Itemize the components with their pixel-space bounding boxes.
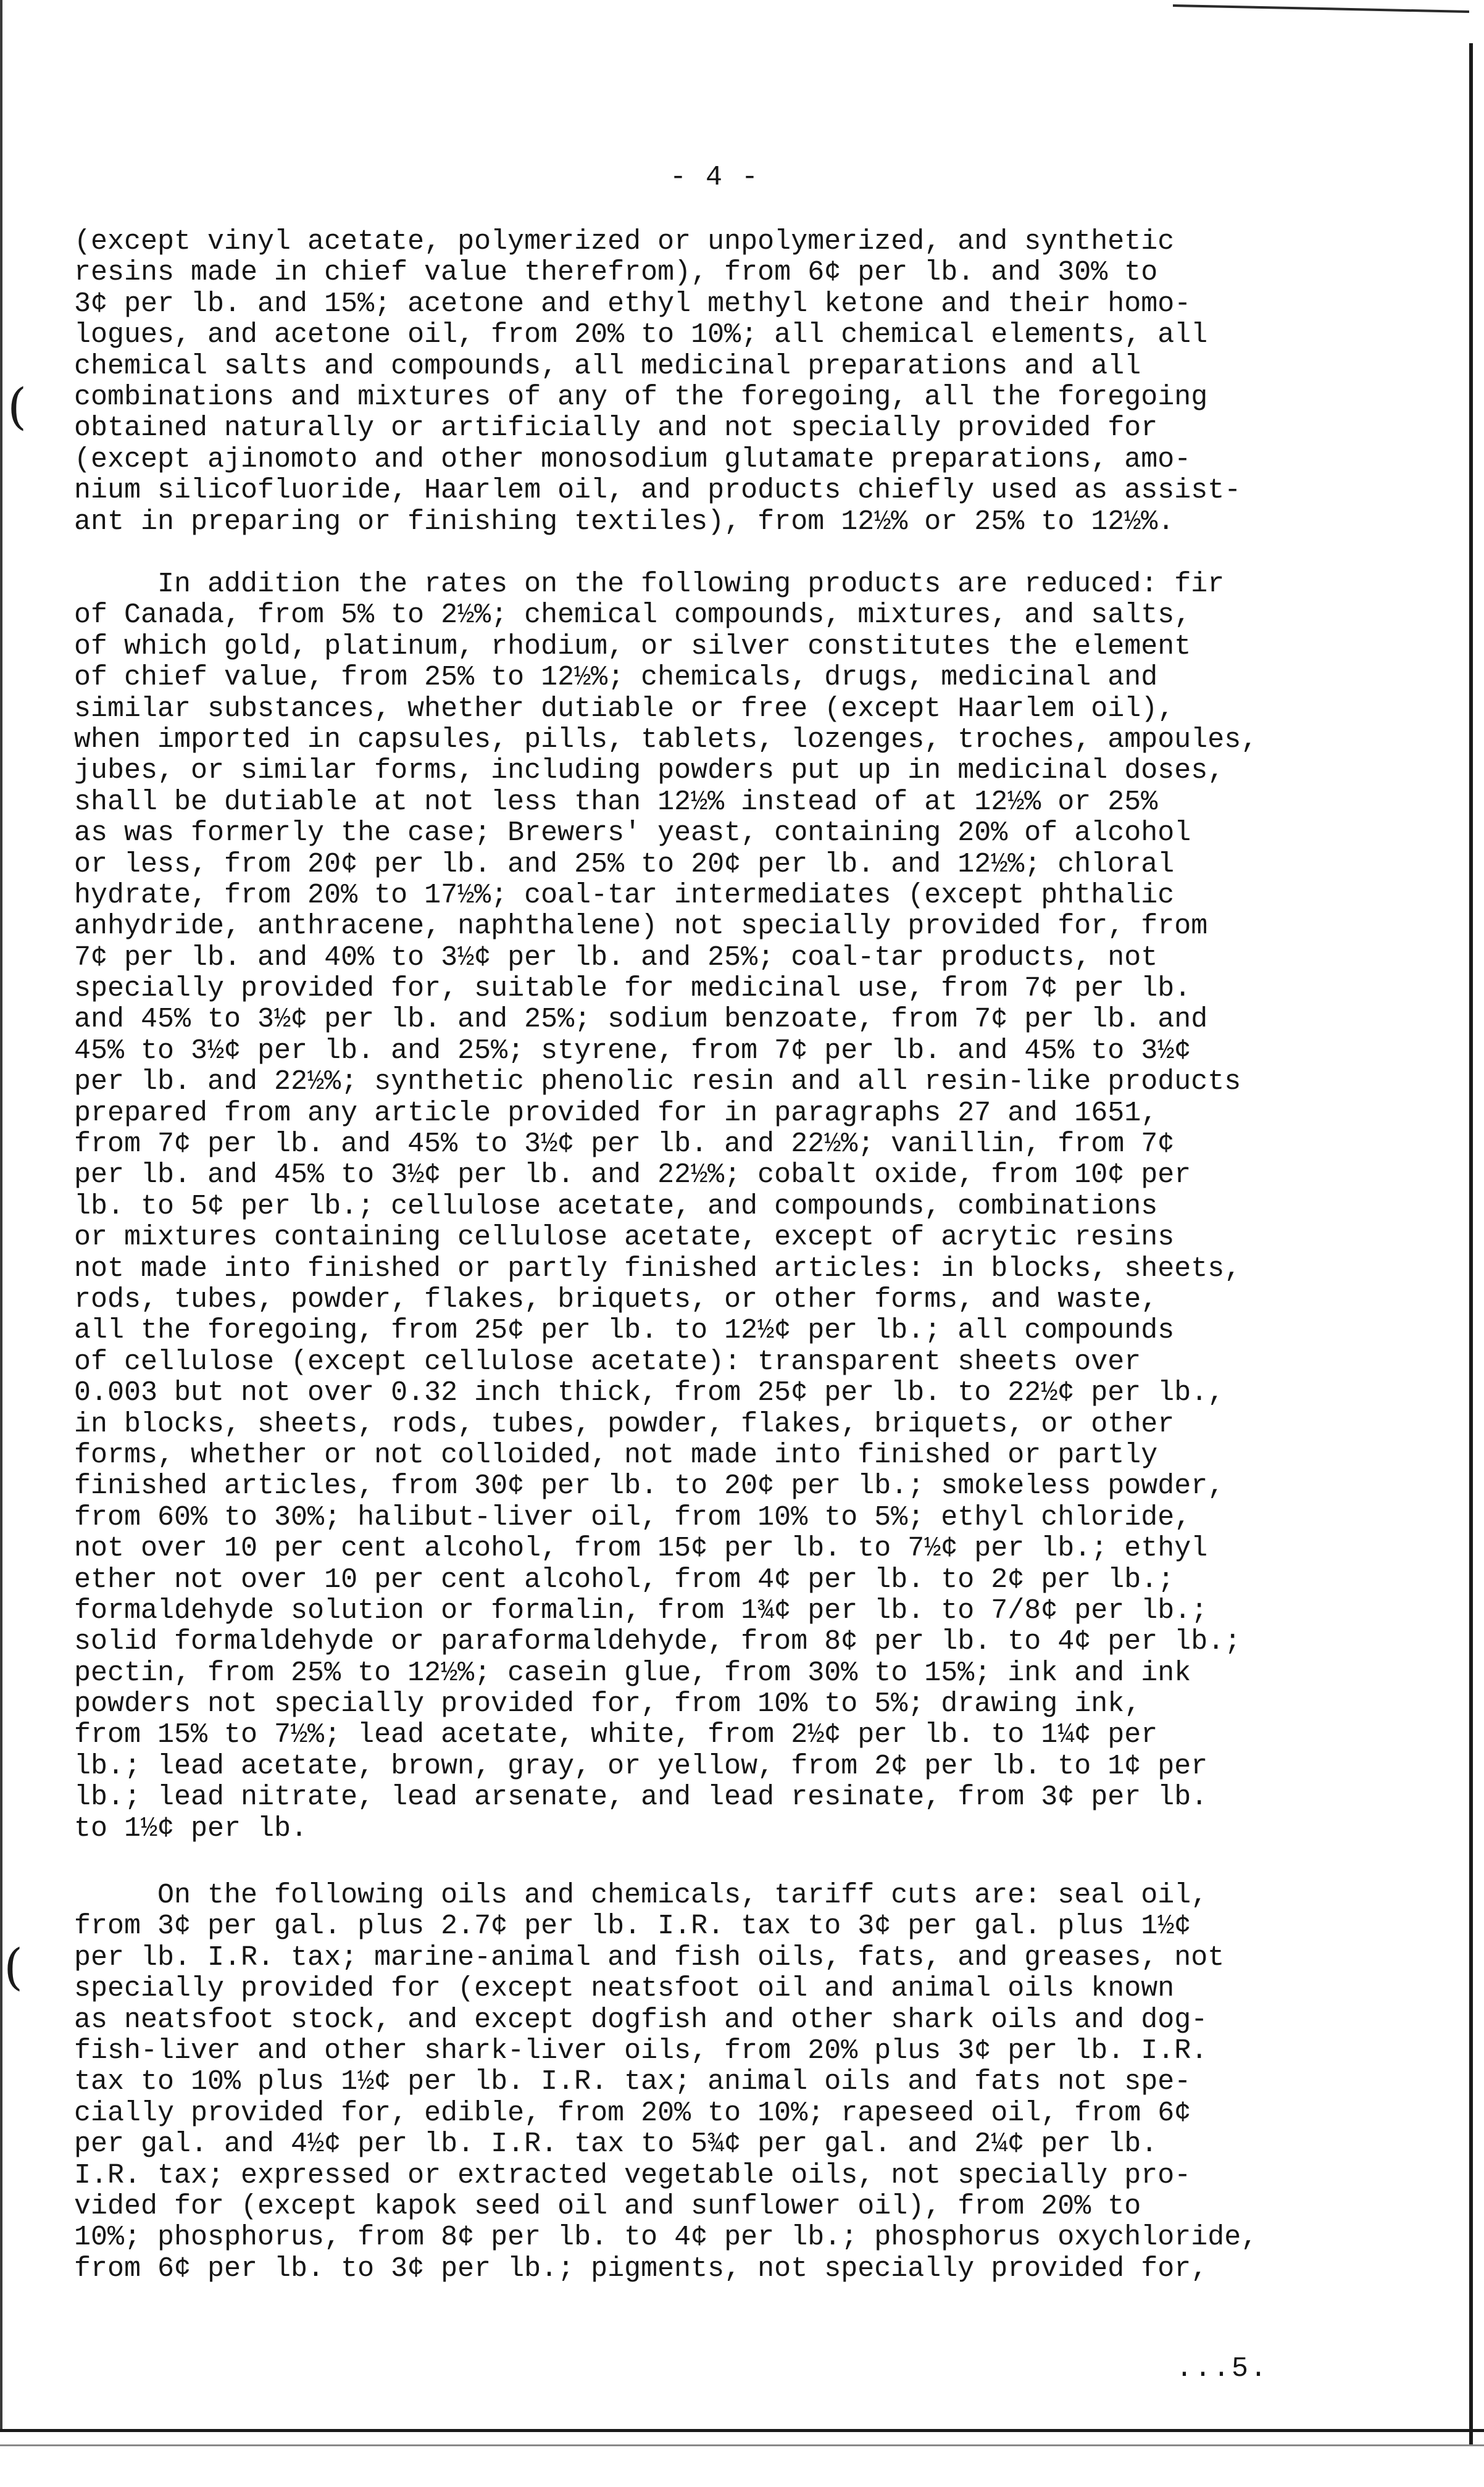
- text-line: forms, whether or not colloided, not made into finished or partly: [74, 1439, 1158, 1471]
- text-line: vided for (except kapok seed oil and sunflower oil), from 20% to: [74, 2190, 1141, 2222]
- text-line: of chief value, from 25% to 12½%; chemicals, drugs, medicinal and: [74, 662, 1158, 694]
- text-line: and 45% to 3½¢ per lb. and 25%; sodium benzoate, from 7¢ per lb. and: [74, 1004, 1208, 1036]
- text-line: nium silicofluoride, Haarlem oil, and products chiefly used as assist-: [74, 475, 1241, 507]
- text-line: 0.003 but not over 0.32 inch thick, from 25¢ per lb. to 22½¢ per lb.,: [74, 1377, 1225, 1409]
- paragraph-1: [74, 227, 1241, 538]
- page-edge-top: [1173, 4, 1469, 13]
- text-line: from 15% to 7½%; lead acetate, white, from 2½¢ per lb. to 1¼¢ per: [74, 1719, 1158, 1751]
- text-line: chemical salts and compounds, all medicinal preparations and all: [74, 350, 1141, 382]
- text-line: lb.; lead acetate, brown, gray, or yellow, from 2¢ per lb. to 1¢ per: [74, 1750, 1208, 1782]
- text-line: tax to 10% plus 1½¢ per lb. I.R. tax; animal oils and fats not spe-: [74, 2066, 1191, 2098]
- text-line: from 7¢ per lb. and 45% to 3½¢ per lb. and 22½%; vanillin, from 7¢: [74, 1128, 1175, 1160]
- text-line: obtained naturally or artificially and not specially provided for: [74, 412, 1158, 444]
- text-line: I.R. tax; expressed or extracted vegetable oils, not specially pro-: [74, 2159, 1191, 2191]
- text-line: as neatsfoot stock, and except dogfish and other shark oils and dog-: [74, 2004, 1208, 2036]
- text-line: (except vinyl acetate, polymerized or unpolymerized, and synthetic: [74, 226, 1175, 257]
- text-line: (except ajinomoto and other monosodium glutamate preparations, amo-: [74, 443, 1191, 475]
- text-line: rods, tubes, powder, flakes, briquets, or other forms, and waste,: [74, 1283, 1158, 1315]
- page-edge-right: [1469, 43, 1473, 2444]
- text-line: of which gold, platinum, rhodium, or silver constitutes the element: [74, 630, 1191, 662]
- text-line: from 3¢ per gal. plus 2.7¢ per lb. I.R. tax to 3¢ per gal. plus 1½¢: [74, 1910, 1191, 1943]
- continuation-marker: ...5.: [1176, 2353, 1269, 2385]
- text-line: solid formaldehyde or paraformaldehyde, from 8¢ per lb. to 4¢ per lb.;: [74, 1626, 1241, 1658]
- text-line: specially provided for, suitable for medicinal use, from 7¢ per lb.: [74, 973, 1191, 1005]
- paragraph-3: [74, 1880, 1257, 2285]
- text-line: from 60% to 30%; halibut-liver oil, from 10% to 5%; ethyl chloride,: [74, 1501, 1191, 1533]
- text-line: logues, and acetone oil, from 20% to 10%; all chemical elements, all: [74, 319, 1208, 351]
- text-line: ether not over 10 per cent alcohol, from 4¢ per lb. to 2¢ per lb.;: [74, 1564, 1175, 1596]
- text-line: powders not specially provided for, from 10% to 5%; drawing ink,: [74, 1688, 1141, 1720]
- text-line: formaldehyde solution or formalin, from 1¾¢ per lb. to 7/8¢ per lb.;: [74, 1594, 1208, 1627]
- text-line: per lb. and 22½%; synthetic phenolic resin and all resin-like products: [74, 1066, 1241, 1098]
- text-line: to 1½¢ per lb.: [74, 1812, 308, 1844]
- paragraph-2: [74, 569, 1257, 1844]
- margin-bracket-mark: (: [7, 378, 27, 435]
- text-line: combinations and mixtures of any of the foregoing, all the foregoing: [74, 381, 1208, 413]
- text-line: specially provided for (except neatsfoot oil and animal oils known: [74, 1973, 1175, 2005]
- text-line: of cellulose (except cellulose acetate): transparent sheets over: [74, 1346, 1141, 1378]
- margin-bracket-mark: (: [4, 1938, 23, 1996]
- text-line: in blocks, sheets, rods, tubes, powder, flakes, briquets, or other: [74, 1408, 1175, 1440]
- text-line: 45% to 3½¢ per lb. and 25%; styrene, from 7¢ per lb. and 45% to 3½¢: [74, 1035, 1191, 1067]
- text-line: not over 10 per cent alcohol, from 15¢ per lb. to 7½¢ per lb.; ethyl: [74, 1533, 1208, 1565]
- text-line: 7¢ per lb. and 40% to 3½¢ per lb. and 25%; coal-tar products, not: [74, 941, 1158, 973]
- page-edge-bottom: [0, 2429, 1484, 2432]
- text-line: pectin, from 25% to 12½%; casein glue, from 30% to 15%; ink and ink: [74, 1657, 1191, 1689]
- text-line: resins made in chief value therefrom), from 6¢ per lb. and 30% to: [74, 257, 1158, 289]
- text-line: anhydride, anthracene, naphthalene) not specially provided for, from: [74, 910, 1208, 943]
- text-line: per lb. and 45% to 3½¢ per lb. and 22½%; cobalt oxide, from 10¢ per: [74, 1159, 1191, 1191]
- text-line: lb.; lead nitrate, lead arsenate, and lead resinate, from 3¢ per lb.: [74, 1781, 1208, 1814]
- text-line: In addition the rates on the following products are reduced: fir: [74, 569, 1225, 600]
- text-line: On the following oils and chemicals, tariff cuts are: seal oil,: [74, 1880, 1208, 1911]
- text-line: shall be dutiable at not less than 12½% instead of at 12½% or 25%: [74, 786, 1158, 818]
- text-line: ant in preparing or finishing textiles), from 12½% or 25% to 12½%.: [74, 506, 1175, 538]
- text-line: 10%; phosphorus, from 8¢ per lb. to 4¢ per lb.; phosphorus oxychloride,: [74, 2222, 1258, 2254]
- text-line: when imported in capsules, pills, tablets, lozenges, troches, ampoules,: [74, 723, 1258, 756]
- text-line: cially provided for, edible, from 20% to 10%; rapeseed oil, from 6¢: [74, 2097, 1191, 2129]
- text-line: or less, from 20¢ per lb. and 25% to 20¢ per lb. and 12½%; chloral: [74, 848, 1175, 880]
- text-line: 3¢ per lb. and 15%; acetone and ethyl methyl ketone and their homo-: [74, 288, 1191, 320]
- text-line: similar substances, whether dutiable or free (except Haarlem oil),: [74, 693, 1175, 725]
- page-number: - 4 -: [670, 162, 760, 193]
- page-edge-left: [0, 0, 2, 2432]
- text-line: lb. to 5¢ per lb.; cellulose acetate, and compounds, combinations: [74, 1190, 1158, 1222]
- text-line: of Canada, from 5% to 2½%; chemical compounds, mixtures, and salts,: [74, 599, 1191, 631]
- text-line: all the foregoing, from 25¢ per lb. to 12½¢ per lb.; all compounds: [74, 1315, 1175, 1347]
- text-line: prepared from any article provided for in paragraphs 27 and 1651,: [74, 1097, 1158, 1129]
- text-line: per lb. I.R. tax; marine-animal and fish oils, fats, and greases, not: [74, 1941, 1225, 1973]
- text-line: hydrate, from 20% to 17½%; coal-tar intermediates (except phthalic: [74, 879, 1175, 911]
- text-line: as was formerly the case; Brewers' yeast, containing 20% of alcohol: [74, 817, 1191, 849]
- text-line: not made into finished or partly finished articles: in blocks, sheets,: [74, 1252, 1241, 1285]
- text-line: from 6¢ per lb. to 3¢ per lb.; pigments, not specially provided for,: [74, 2252, 1208, 2285]
- page-edge-bottom-shadow: [0, 2444, 1484, 2446]
- text-line: or mixtures containing cellulose acetate, except of acrytic resins: [74, 1222, 1175, 1254]
- text-line: per gal. and 4½¢ per lb. I.R. tax to 5¾¢ per gal. and 2¼¢ per lb.: [74, 2128, 1158, 2160]
- text-line: jubes, or similar forms, including powders put up in medicinal doses,: [74, 755, 1225, 787]
- text-line: finished articles, from 30¢ per lb. to 20¢ per lb.; smokeless powder,: [74, 1470, 1225, 1502]
- text-line: fish-liver and other shark-liver oils, from 20% plus 3¢ per lb. I.R.: [74, 2035, 1208, 2067]
